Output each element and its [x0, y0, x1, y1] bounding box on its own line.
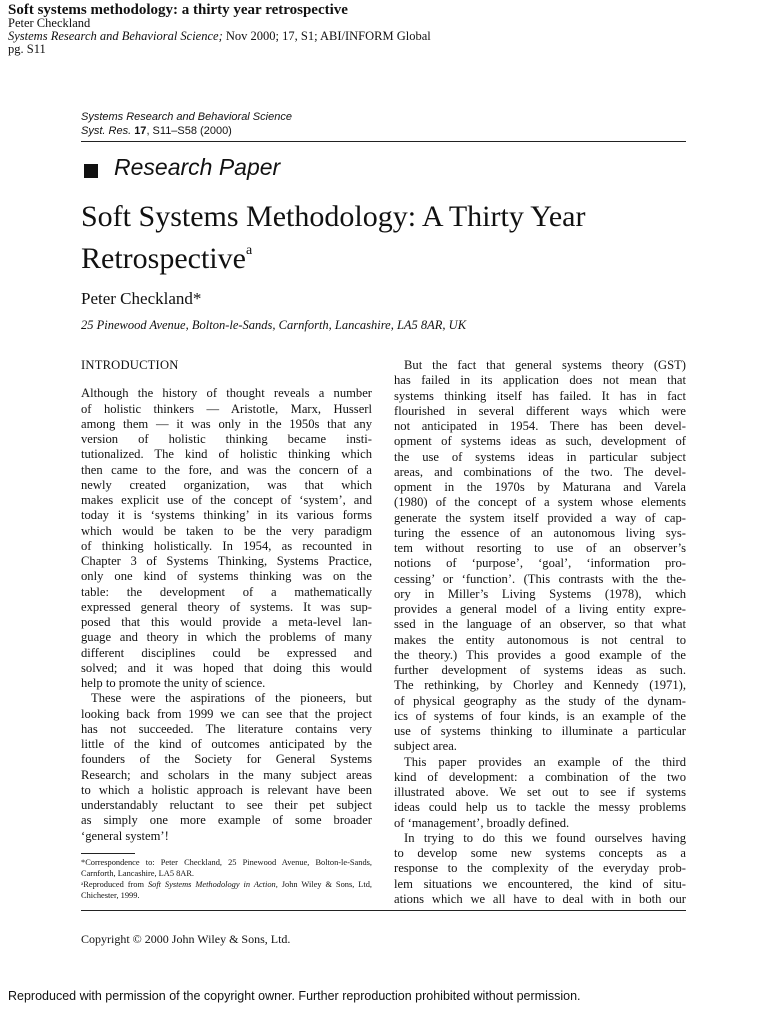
journal-abbrev: Syst. Res. [81, 125, 132, 137]
text-line: understandably reluctant to see their pet subject [81, 798, 372, 812]
article-title-footnote-mark: a [245, 243, 253, 258]
text-line: notions of ‘purpose’, ‘goal’, ‘information pro- [394, 556, 686, 571]
text-line: posed that this would provide a meta-level lan- [81, 615, 372, 629]
footnote-divider [81, 853, 135, 854]
text-line: different disciplines could be expressed and [81, 645, 372, 660]
text-line: tutionalized. The kind of holistic thinking which [81, 447, 372, 462]
text-line: makes the entity autonomous is not central to [394, 632, 686, 647]
text-line: ssed in the language of an observer, so that what [394, 617, 686, 632]
text-line: illustrated above. We set out to see if systems [394, 785, 686, 799]
text-line: lem situations we encountered, the kind of situ- [394, 876, 686, 891]
text-line: use of systems thinking to illuminate a particular [394, 724, 686, 738]
text-line: expressed general theory of systems. It was sup- [81, 599, 372, 614]
text-line: subject area. [394, 739, 457, 754]
text-line: The rethinking, by Chorley and Kennedy (1971), [394, 678, 686, 693]
journal-citation [81, 125, 232, 137]
text-line: among them — it was only in the 1950s that any [81, 416, 372, 431]
text-line: to which a holistic approach is relevant have been [81, 782, 372, 797]
right-column [394, 358, 686, 907]
text-line: Research; and scholars in the many subject areas [81, 767, 372, 782]
source-journal: Systems Research and Behavioral Science; [8, 29, 223, 43]
text-line: generate the system itself provided a way of cap- [394, 510, 686, 525]
section-square-icon [84, 164, 98, 178]
text-line: ics of systems of four kinds, is an example of the [394, 708, 686, 723]
text-line: ‘general system’! [81, 828, 169, 843]
text-line: version of holistic thinking became insti- [81, 432, 372, 446]
document-title: Soft systems methodology: a thirty year retrospective [8, 2, 348, 18]
text-line: This paper provides an example of the third [404, 754, 686, 769]
text-line: These were the aspirations of the pioneers, but [91, 691, 372, 706]
text-line: flourished in several different ways which were [394, 403, 686, 418]
text-line: tem without resorting to use of an observer’s [394, 541, 686, 555]
text-line: to develop some new systems concepts as a [394, 846, 686, 860]
document-author: Peter Checkland [8, 16, 91, 30]
text-line: In trying to do this we found ourselves having [404, 830, 686, 845]
footer-divider [81, 910, 686, 911]
permission-notice: Reproduced with permission of the copyright owner. Further reproduction prohibited without permission. [8, 989, 581, 1003]
article-title-line2 [81, 234, 701, 276]
article-author: Peter Checkland* [81, 289, 202, 308]
text-line: which would be taken to be the very paradigm [81, 523, 372, 538]
text-line: of ‘management’, broadly defined. [394, 815, 570, 830]
journal-pages: , S11–S58 (2000) [146, 125, 232, 137]
text-line: the theory.) This provides a good example of the [394, 647, 686, 662]
correspondence-footnote: *Correspondence to: Peter Checkland, 25 Pinewood Avenue, Bolton-le-Sands, Carnforth, Lancashire, LA5 8AR. [81, 858, 372, 878]
reproduced-book: Soft Systems Methodology in Action [147, 880, 276, 889]
text-line: founders of the Society for General Systems [81, 752, 372, 767]
text-line: then came to the fore, and was the concern of a [81, 462, 372, 477]
text-line: further development of systems ideas as such. [394, 663, 686, 677]
text-line: makes explicit use of the concept of ‘system’, and [81, 493, 372, 507]
reproduced-prefix: ᵃReproduced from [81, 880, 148, 889]
text-line: looking back from 1999 we can see that the project [81, 706, 372, 721]
text-line: newly created organization, was that which [81, 477, 372, 492]
text-line: provides a general model of a living entity expre- [394, 602, 686, 616]
text-line: of thinking holistically. In 1954, as recounted in [81, 538, 372, 553]
article-title [81, 200, 701, 276]
section-label: Research Paper [114, 154, 281, 180]
article-title-line1: Soft Systems Methodology: A Thirty Year [81, 200, 586, 233]
text-line: ory in Miller’s Living Systems (1978), which [394, 586, 686, 601]
left-column [81, 358, 372, 844]
text-line: Although the history of thought reveals a number [81, 386, 372, 401]
text-line: opment in the 1970s by Maturana and Varela [394, 480, 686, 494]
text-line: (1980) of the concept of a system whose elements [394, 495, 686, 510]
text-line: systems thinking itself has failed. It has in fact [394, 388, 686, 403]
text-line: cessing’ or ‘function’. (This contrasts with the the- [394, 571, 686, 586]
text-line: of holistic thinkers — Aristotle, Marx, Husserl [81, 401, 372, 416]
document-source [8, 29, 431, 44]
text-line: of physical geography as the study of the dynam- [394, 693, 686, 708]
text-line: only one kind of systems thinking was on the [81, 569, 372, 584]
text-line: solved; and it was hoped that doing this would [81, 660, 372, 675]
text-line: turing the essence of an autonomous living sys- [394, 525, 686, 540]
text-line: today it is ‘systems thinking’ in its various forms [81, 508, 372, 523]
text-line: kind of development: a combination of the two [394, 769, 686, 784]
text-line: has not succeeded. The literature contains very [81, 721, 372, 736]
left-column-text [81, 386, 372, 844]
text-line: little of the kind of outcomes anticipated by the [81, 737, 372, 751]
section-heading: INTRODUCTION [81, 358, 179, 372]
source-details: Nov 2000; 17, S1; ABI/INFORM Global [222, 29, 431, 43]
text-line: ations which we all have to deal with in both our [394, 891, 686, 906]
footnotes [81, 857, 372, 901]
text-line: ideas could help us to tackle the messy problems [394, 800, 686, 815]
article-title-text: Retrospective [81, 242, 246, 275]
text-line: table: the development of a mathematically [81, 584, 372, 599]
journal-name: Systems Research and Behavioral Science [81, 111, 292, 123]
header-divider [81, 141, 686, 142]
text-line: the use of systems ideas in particular subject [394, 449, 686, 464]
reproduced-suffix: , John Wiley & Sons, Ltd, Chichester, 1999. [81, 880, 372, 900]
author-affiliation: 25 Pinewood Avenue, Bolton-le-Sands, Carnforth, Lancashire, LA5 8AR, UK [81, 318, 467, 332]
journal-volume: 17 [134, 125, 147, 137]
text-line: has failed in its application does not mean that [394, 373, 686, 388]
text-line: as simply one more example of some broader [81, 813, 372, 828]
right-column-text [394, 358, 686, 907]
copyright-notice: Copyright © 2000 John Wiley & Sons, Ltd. [81, 932, 291, 946]
document-page: pg. S11 [8, 42, 46, 56]
text-line: response to the complexity of the everyday prob- [394, 861, 686, 876]
text-line: guage and theory in which the problems of many [81, 630, 372, 645]
text-line: help to promote the unity of science. [81, 676, 266, 690]
text-line: But the fact that general systems theory (GST) [404, 358, 686, 372]
text-line: areas, and combinations of the two. The devel- [394, 464, 686, 479]
reproduced-footnote [81, 879, 372, 901]
text-line: opment of systems ideas as such, development of [394, 434, 686, 449]
text-line: Chapter 3 of Systems Thinking, Systems Practice, [81, 554, 372, 568]
text-line: not anticipated in 1954. There has been devel- [394, 419, 686, 433]
